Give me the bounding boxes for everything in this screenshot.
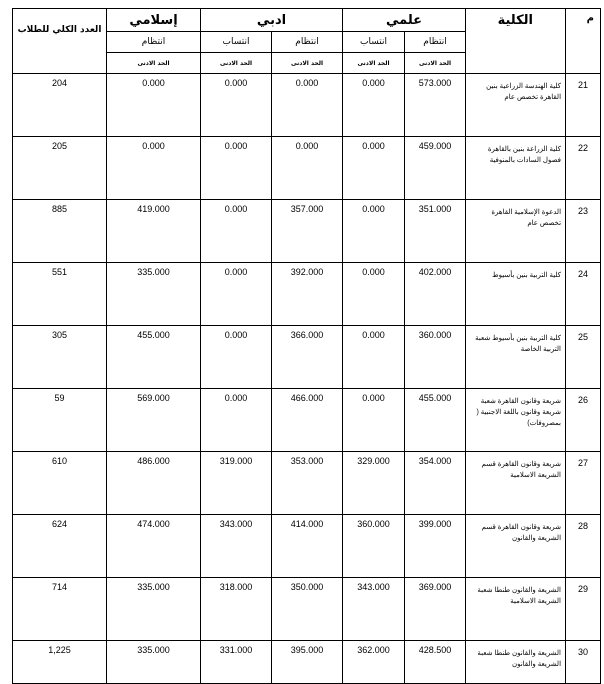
scientific-affiliation-cell: 0.000 xyxy=(343,263,405,326)
min-label: الحد الادنى xyxy=(405,53,466,74)
total-students-header: العدد الكلي للطلاب xyxy=(13,9,107,74)
scientific-regular-cell: 351.000 xyxy=(405,200,466,263)
scientific-affiliation-cell: 0.000 xyxy=(343,137,405,200)
literary-regular-cell: 392.000 xyxy=(272,263,343,326)
islamic-regular-cell: 0.000 xyxy=(107,137,201,200)
min-label: الحد الادنى xyxy=(107,53,201,74)
islamic-regular-cell: 335.000 xyxy=(107,641,201,684)
college-name-cell: الشريعة والقانون طنطا شعبة الشريعة الاسلامية xyxy=(466,578,566,641)
literary-regular-subheader: انتظام xyxy=(272,32,343,53)
islamic-header: إسلامي xyxy=(107,9,201,32)
scientific-affiliation-cell: 360.000 xyxy=(343,515,405,578)
literary-affiliation-cell: 0.000 xyxy=(201,263,272,326)
college-name-cell: شريعة وقانون القاهرة قسم الشريعة الاسلامية xyxy=(466,452,566,515)
table-row xyxy=(13,200,601,263)
table-row xyxy=(13,74,601,137)
college-name-cell: كلية التربية بنين بأسيوط شعبة التربية الخاصة xyxy=(466,326,566,389)
scientific-regular-cell: 428.500 xyxy=(405,641,466,684)
college-header: الكلية xyxy=(466,9,566,74)
table-row xyxy=(13,641,601,684)
literary-regular-cell: 366.000 xyxy=(272,326,343,389)
college-name-cell: كلية الزراعة بنين بالقاهرة فصول السادات بالمنوفية xyxy=(466,137,566,200)
scientific-affiliation-subheader: انتساب xyxy=(343,32,405,53)
college-name-cell: شريعة وقانون القاهرة قسم الشريعة والقانون xyxy=(466,515,566,578)
scientific-regular-cell: 399.000 xyxy=(405,515,466,578)
row-index-cell: 30 xyxy=(566,641,601,684)
literary-regular-cell: 357.000 xyxy=(272,200,343,263)
literary-affiliation-cell: 0.000 xyxy=(201,389,272,452)
literary-affiliation-cell: 319.000 xyxy=(201,452,272,515)
table-row xyxy=(13,326,601,389)
table-row xyxy=(13,515,601,578)
scientific-affiliation-cell: 0.000 xyxy=(343,74,405,137)
literary-affiliation-cell: 0.000 xyxy=(201,74,272,137)
row-index-cell: 26 xyxy=(566,389,601,452)
scientific-regular-cell: 369.000 xyxy=(405,578,466,641)
islamic-regular-cell: 0.000 xyxy=(107,74,201,137)
scientific-affiliation-cell: 362.000 xyxy=(343,641,405,684)
islamic-regular-cell: 419.000 xyxy=(107,200,201,263)
literary-regular-cell: 0.000 xyxy=(272,137,343,200)
scientific-regular-cell: 360.000 xyxy=(405,326,466,389)
total-cell: 885 xyxy=(13,200,107,263)
islamic-regular-cell: 486.000 xyxy=(107,452,201,515)
scientific-regular-cell: 573.000 xyxy=(405,74,466,137)
table-row xyxy=(13,452,601,515)
scientific-regular-cell: 459.000 xyxy=(405,137,466,200)
scientific-affiliation-cell: 0.000 xyxy=(343,200,405,263)
literary-affiliation-subheader: انتساب xyxy=(201,32,272,53)
row-index-cell: 21 xyxy=(566,74,601,137)
total-cell: 714 xyxy=(13,578,107,641)
literary-header: ادبي xyxy=(201,9,343,32)
literary-regular-cell: 350.000 xyxy=(272,578,343,641)
total-cell: 205 xyxy=(13,137,107,200)
literary-affiliation-cell: 343.000 xyxy=(201,515,272,578)
scientific-affiliation-cell: 0.000 xyxy=(343,326,405,389)
islamic-regular-cell: 569.000 xyxy=(107,389,201,452)
row-index-cell: 25 xyxy=(566,326,601,389)
islamic-regular-subheader: انتظام xyxy=(107,32,201,53)
row-index-cell: 29 xyxy=(566,578,601,641)
literary-affiliation-cell: 0.000 xyxy=(201,137,272,200)
total-cell: 1,225 xyxy=(13,641,107,684)
scientific-regular-subheader: انتظام xyxy=(405,32,466,53)
literary-regular-cell: 353.000 xyxy=(272,452,343,515)
islamic-regular-cell: 335.000 xyxy=(107,263,201,326)
literary-regular-cell: 395.000 xyxy=(272,641,343,684)
literary-affiliation-cell: 331.000 xyxy=(201,641,272,684)
literary-affiliation-cell: 318.000 xyxy=(201,578,272,641)
min-label: الحد الادنى xyxy=(343,53,405,74)
row-index-cell: 22 xyxy=(566,137,601,200)
scientific-header: علمي xyxy=(343,9,466,32)
total-cell: 305 xyxy=(13,326,107,389)
row-index-cell: 27 xyxy=(566,452,601,515)
scientific-affiliation-cell: 343.000 xyxy=(343,578,405,641)
scientific-affiliation-cell: 329.000 xyxy=(343,452,405,515)
literary-regular-cell: 0.000 xyxy=(272,74,343,137)
islamic-regular-cell: 455.000 xyxy=(107,326,201,389)
row-index-cell: 24 xyxy=(566,263,601,326)
total-cell: 624 xyxy=(13,515,107,578)
college-name-cell: الشريعة والقانون طنطا شعبة الشريعة والقانون xyxy=(466,641,566,684)
total-cell: 610 xyxy=(13,452,107,515)
index-header: م xyxy=(566,9,601,74)
table-row xyxy=(13,137,601,200)
literary-affiliation-cell: 0.000 xyxy=(201,200,272,263)
total-cell: 204 xyxy=(13,74,107,137)
min-label: الحد الادنى xyxy=(272,53,343,74)
table-row xyxy=(13,263,601,326)
islamic-regular-cell: 335.000 xyxy=(107,578,201,641)
scientific-regular-cell: 455.000 xyxy=(405,389,466,452)
scientific-regular-cell: 354.000 xyxy=(405,452,466,515)
college-name-cell: كلية التربية بنين بأسيوط xyxy=(466,263,566,326)
literary-regular-cell: 466.000 xyxy=(272,389,343,452)
total-cell: 59 xyxy=(13,389,107,452)
literary-regular-cell: 414.000 xyxy=(272,515,343,578)
row-index-cell: 28 xyxy=(566,515,601,578)
college-name-cell: كلية الهندسة الزراعية بنين القاهرة تخصص عام xyxy=(466,74,566,137)
table-row xyxy=(13,578,601,641)
min-label: الحد الادنى xyxy=(201,53,272,74)
scientific-affiliation-cell: 0.000 xyxy=(343,389,405,452)
total-cell: 551 xyxy=(13,263,107,326)
literary-affiliation-cell: 0.000 xyxy=(201,326,272,389)
table-row xyxy=(13,389,601,452)
row-index-cell: 23 xyxy=(566,200,601,263)
college-name-cell: شريعة وقانون القاهرة شعبة شريعة وقانون باللغة الاجنبية ( بمصروفات) xyxy=(466,389,566,452)
islamic-regular-cell: 474.000 xyxy=(107,515,201,578)
scientific-regular-cell: 402.000 xyxy=(405,263,466,326)
table-body xyxy=(13,74,601,684)
admissions-table xyxy=(12,8,601,684)
college-name-cell: الدعوة الإسلامية القاهرة تخصص عام xyxy=(466,200,566,263)
